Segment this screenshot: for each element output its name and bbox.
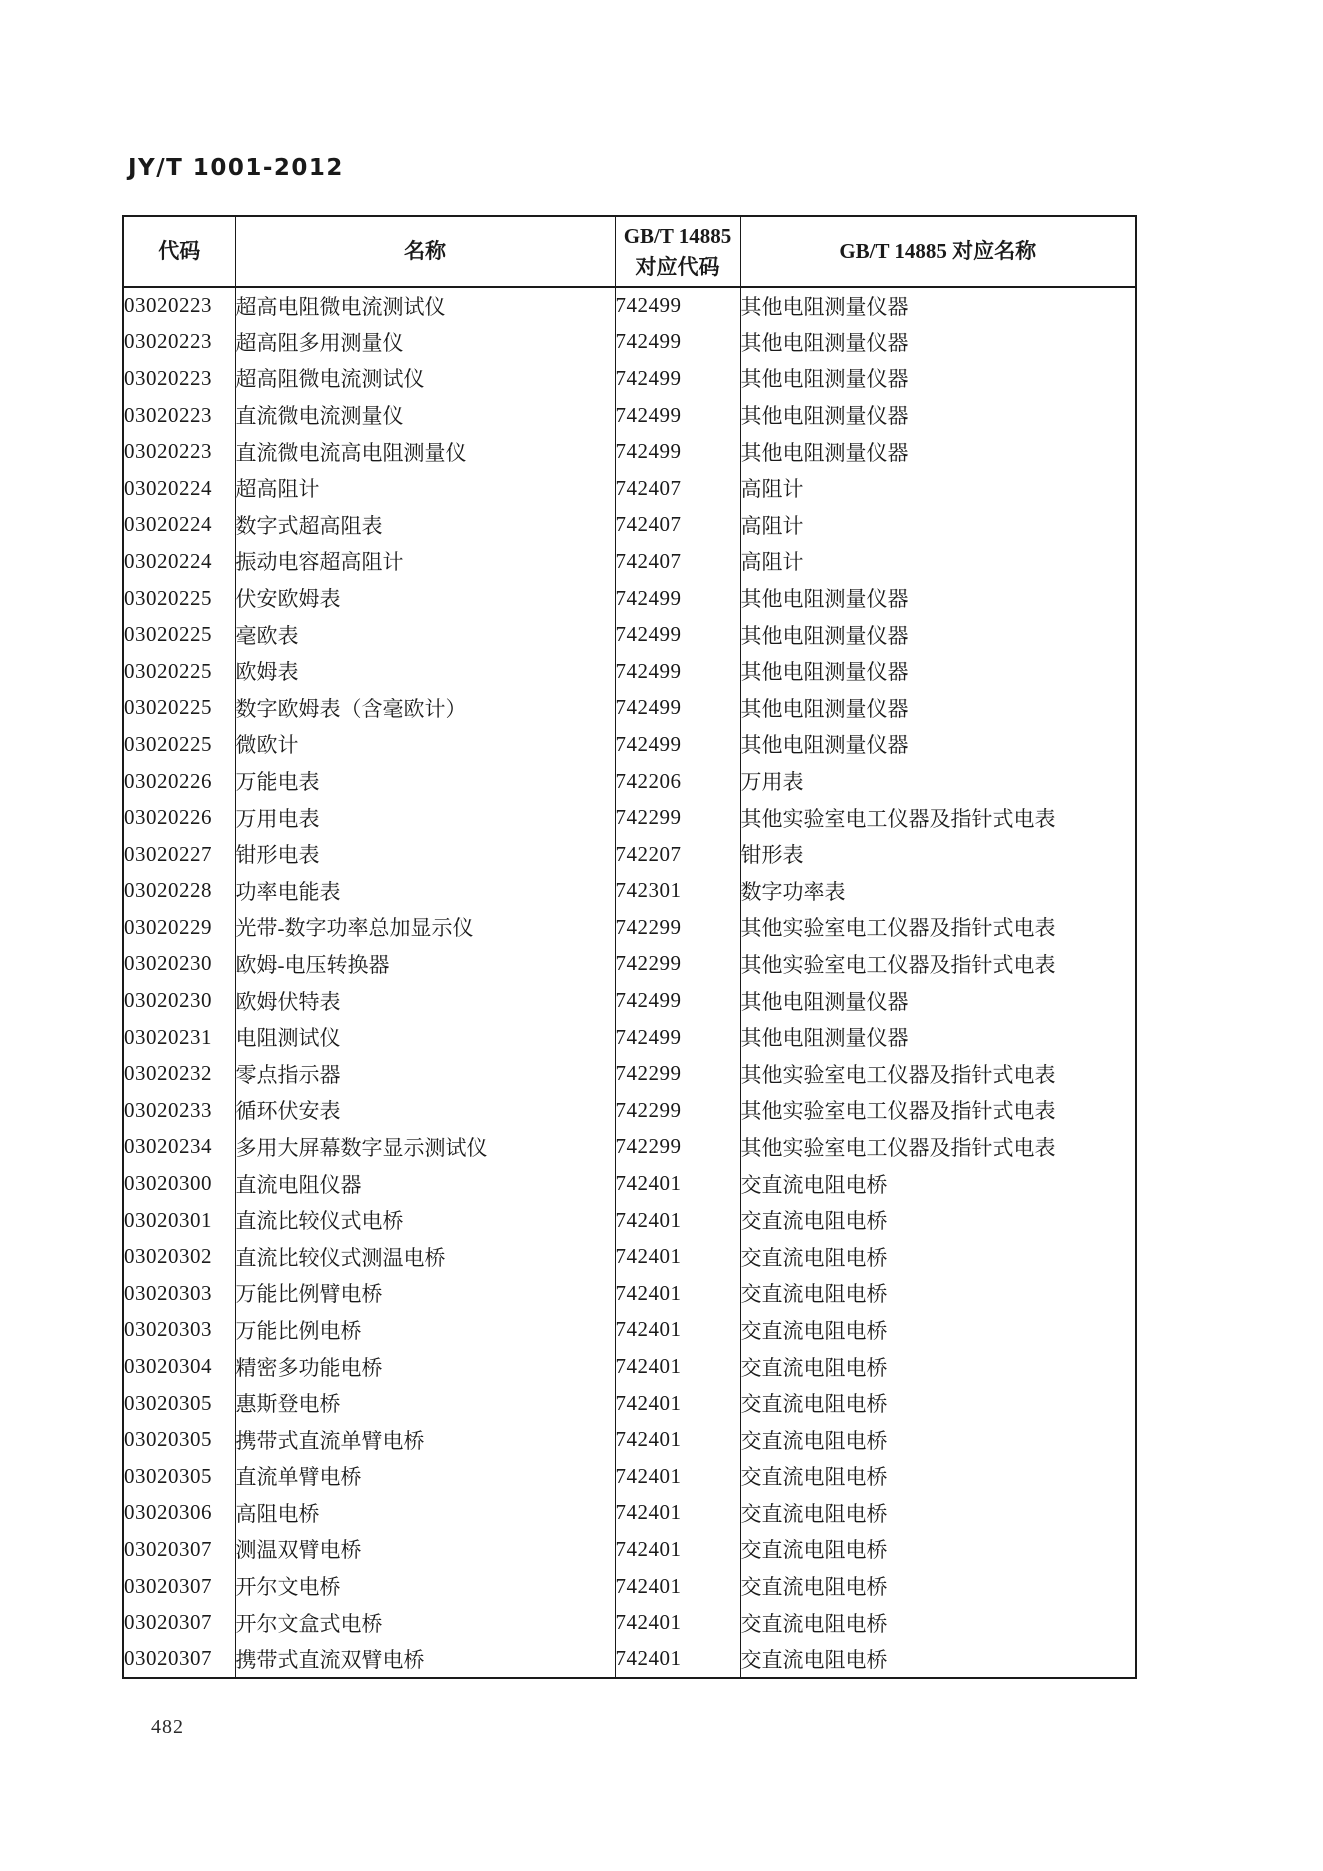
cell-code: 03020229 [124, 914, 212, 939]
cell-name: 开尔文盒式电桥 [235, 1604, 615, 1641]
cell-name: 万能电表 [235, 763, 615, 800]
cell-gbt-code: 742401 [615, 1165, 740, 1202]
table-row [123, 1568, 1136, 1605]
table-row [123, 763, 1136, 800]
table-row [123, 507, 1136, 544]
cell-gbt-code: 742499 [615, 580, 740, 617]
cell-name: 直流微电流高电阻测量仪 [235, 433, 615, 470]
cell-code: 03020301 [124, 1207, 212, 1232]
cell-code: 03020227 [124, 841, 212, 866]
column-header-name: 名称 [235, 216, 615, 287]
table-row [123, 799, 1136, 836]
cell-gbt-name: 交直流电阻电桥 [740, 1348, 1136, 1385]
table-row [123, 1458, 1136, 1495]
cell-gbt-name: 其他电阻测量仪器 [740, 287, 1136, 324]
cell-name: 开尔文电桥 [235, 1568, 615, 1605]
cell-gbt-code: 742299 [615, 1092, 740, 1129]
cell-gbt-name: 其他电阻测量仪器 [740, 616, 1136, 653]
cell-gbt-name: 其他电阻测量仪器 [740, 433, 1136, 470]
cell-code: 03020231 [124, 1024, 212, 1049]
cell-name: 数字式超高阻表 [235, 507, 615, 544]
cell-code: 03020306 [124, 1500, 212, 1525]
cell-gbt-name: 其他电阻测量仪器 [740, 726, 1136, 763]
cell-gbt-name: 交直流电阻电桥 [740, 1568, 1136, 1605]
cell-gbt-code: 742299 [615, 1055, 740, 1092]
cell-gbt-name: 交直流电阻电桥 [740, 1495, 1136, 1532]
cell-gbt-name: 其他电阻测量仪器 [740, 1019, 1136, 1056]
column-header-code: 代码 [123, 216, 235, 287]
cell-name: 光带-数字功率总加显示仪 [235, 909, 615, 946]
table-row [123, 982, 1136, 1019]
cell-code: 03020225 [124, 585, 212, 610]
cell-name: 万能比例臂电桥 [235, 1275, 615, 1312]
table-row [123, 1165, 1136, 1202]
cell-name: 循环伏安表 [235, 1092, 615, 1129]
cell-gbt-name: 其他实验室电工仪器及指针式电表 [740, 946, 1136, 983]
cell-gbt-name: 交直流电阻电桥 [740, 1202, 1136, 1239]
cell-code: 03020305 [124, 1390, 212, 1415]
cell-gbt-name: 钳形表 [740, 836, 1136, 873]
cell-gbt-name: 其他电阻测量仪器 [740, 982, 1136, 1019]
cell-name: 测温双臂电桥 [235, 1531, 615, 1568]
cell-gbt-code: 742401 [615, 1202, 740, 1239]
cell-code: 03020303 [124, 1317, 212, 1342]
table-row [123, 1202, 1136, 1239]
cell-code: 03020224 [124, 475, 212, 500]
table-row [123, 836, 1136, 873]
cell-code: 03020307 [124, 1536, 212, 1561]
cell-code: 03020223 [124, 365, 212, 390]
cell-gbt-code: 742499 [615, 324, 740, 361]
column-header-gbt-code [615, 216, 740, 287]
cell-gbt-name: 万用表 [740, 763, 1136, 800]
table-row [123, 726, 1136, 763]
cell-name: 携带式直流单臂电桥 [235, 1421, 615, 1458]
cell-gbt-name: 高阻计 [740, 543, 1136, 580]
cell-code: 03020307 [124, 1610, 212, 1635]
cell-gbt-name: 交直流电阻电桥 [740, 1312, 1136, 1349]
cell-code: 03020307 [124, 1646, 212, 1671]
cell-code: 03020300 [124, 1171, 212, 1196]
cell-gbt-code: 742407 [615, 470, 740, 507]
table-row [123, 324, 1136, 361]
cell-gbt-name: 其他电阻测量仪器 [740, 690, 1136, 727]
cell-gbt-code: 742401 [615, 1604, 740, 1641]
cell-code: 03020234 [124, 1134, 212, 1159]
cell-gbt-name: 其他实验室电工仪器及指针式电表 [740, 1055, 1136, 1092]
cell-code: 03020307 [124, 1573, 212, 1598]
cell-gbt-code: 742401 [615, 1641, 740, 1678]
cell-code: 03020232 [124, 1061, 212, 1086]
cell-code: 03020303 [124, 1280, 212, 1305]
cell-gbt-code: 742299 [615, 909, 740, 946]
cell-gbt-name: 交直流电阻电桥 [740, 1385, 1136, 1422]
cell-gbt-code: 742299 [615, 1129, 740, 1166]
cell-gbt-code: 742499 [615, 653, 740, 690]
cell-gbt-code: 742301 [615, 873, 740, 910]
cell-code: 03020223 [124, 402, 212, 427]
cell-name: 万用电表 [235, 799, 615, 836]
table-row [123, 1421, 1136, 1458]
cell-code: 03020230 [124, 951, 212, 976]
cell-name: 超高阻微电流测试仪 [235, 360, 615, 397]
cell-gbt-code: 742407 [615, 507, 740, 544]
cell-gbt-code: 742499 [615, 616, 740, 653]
table-row [123, 1019, 1136, 1056]
cell-name: 欧姆伏特表 [235, 982, 615, 1019]
cell-gbt-code: 742401 [615, 1275, 740, 1312]
cell-name: 毫欧表 [235, 616, 615, 653]
cell-gbt-code: 742299 [615, 799, 740, 836]
cell-code: 03020305 [124, 1463, 212, 1488]
cell-name: 超高阻多用测量仪 [235, 324, 615, 361]
cell-code: 03020302 [124, 1244, 212, 1269]
cell-gbt-name: 高阻计 [740, 507, 1136, 544]
cell-name: 万能比例电桥 [235, 1312, 615, 1349]
cell-gbt-code: 742401 [615, 1312, 740, 1349]
document-title: JY/T 1001-2012 [128, 155, 344, 181]
cell-name: 直流比较仪式测温电桥 [235, 1238, 615, 1275]
cell-code: 03020230 [124, 988, 212, 1013]
table-header [123, 216, 1136, 287]
table-row [123, 1129, 1136, 1166]
table-row [123, 1385, 1136, 1422]
cell-gbt-code: 742499 [615, 690, 740, 727]
cell-gbt-name: 其他电阻测量仪器 [740, 360, 1136, 397]
table-row [123, 1348, 1136, 1385]
cell-name: 伏安欧姆表 [235, 580, 615, 617]
table-row [123, 1604, 1136, 1641]
cell-gbt-name: 其他实验室电工仪器及指针式电表 [740, 1129, 1136, 1166]
cell-gbt-code: 742401 [615, 1421, 740, 1458]
cell-gbt-name: 其他电阻测量仪器 [740, 397, 1136, 434]
cell-gbt-name: 其他实验室电工仪器及指针式电表 [740, 909, 1136, 946]
table-row [123, 1055, 1136, 1092]
cell-name: 超高阻计 [235, 470, 615, 507]
cell-name: 直流微电流测量仪 [235, 397, 615, 434]
column-header-gbt-name: GB/T 14885 对应名称 [740, 216, 1136, 287]
cell-code: 03020233 [124, 1097, 212, 1122]
table-row [123, 946, 1136, 983]
cell-code: 03020225 [124, 695, 212, 720]
cell-gbt-code: 742499 [615, 433, 740, 470]
cell-gbt-code: 742499 [615, 1019, 740, 1056]
cell-name: 携带式直流双臂电桥 [235, 1641, 615, 1678]
cell-gbt-name: 其他实验室电工仪器及指针式电表 [740, 1092, 1136, 1129]
cell-gbt-name: 其他电阻测量仪器 [740, 324, 1136, 361]
cell-gbt-name: 其他实验室电工仪器及指针式电表 [740, 799, 1136, 836]
table-row [123, 1641, 1136, 1678]
cell-name: 振动电容超高阻计 [235, 543, 615, 580]
cell-gbt-name: 交直流电阻电桥 [740, 1275, 1136, 1312]
cell-name: 微欧计 [235, 726, 615, 763]
code-mapping-table [122, 215, 1137, 1679]
cell-name: 功率电能表 [235, 873, 615, 910]
cell-name: 数字欧姆表（含毫欧计） [235, 690, 615, 727]
cell-gbt-name: 其他电阻测量仪器 [740, 580, 1136, 617]
cell-gbt-code: 742401 [615, 1385, 740, 1422]
cell-gbt-code: 742299 [615, 946, 740, 983]
cell-gbt-code: 742499 [615, 287, 740, 324]
table-row [123, 690, 1136, 727]
cell-name: 直流单臂电桥 [235, 1458, 615, 1495]
cell-gbt-name: 数字功率表 [740, 873, 1136, 910]
cell-code: 03020224 [124, 512, 212, 537]
cell-name: 直流比较仪式电桥 [235, 1202, 615, 1239]
cell-gbt-code: 742499 [615, 397, 740, 434]
cell-code: 03020223 [124, 293, 212, 318]
cell-name: 高阻电桥 [235, 1495, 615, 1532]
table-row [123, 470, 1136, 507]
table-row [123, 1238, 1136, 1275]
column-header-gbt-code-line1: GB/T 14885 [623, 224, 732, 249]
cell-code: 03020228 [124, 878, 212, 903]
cell-gbt-name: 交直流电阻电桥 [740, 1458, 1136, 1495]
table-row [123, 580, 1136, 617]
cell-gbt-code: 742401 [615, 1495, 740, 1532]
table-row [123, 1312, 1136, 1349]
cell-gbt-code: 742401 [615, 1458, 740, 1495]
cell-code: 03020224 [124, 548, 212, 573]
cell-gbt-name: 交直流电阻电桥 [740, 1238, 1136, 1275]
cell-name: 零点指示器 [235, 1055, 615, 1092]
cell-name: 超高电阻微电流测试仪 [235, 287, 615, 324]
cell-code: 03020226 [124, 768, 212, 793]
cell-name: 直流电阻仪器 [235, 1165, 615, 1202]
table-row [123, 909, 1136, 946]
cell-code: 03020223 [124, 329, 212, 354]
cell-gbt-code: 742401 [615, 1531, 740, 1568]
cell-name: 钳形电表 [235, 836, 615, 873]
cell-gbt-name: 交直流电阻电桥 [740, 1165, 1136, 1202]
table-row [123, 543, 1136, 580]
cell-name: 欧姆-电压转换器 [235, 946, 615, 983]
table-header-row [123, 216, 1136, 287]
cell-name: 精密多功能电桥 [235, 1348, 615, 1385]
cell-gbt-code: 742499 [615, 982, 740, 1019]
cell-code: 03020305 [124, 1427, 212, 1452]
cell-gbt-name: 交直流电阻电桥 [740, 1421, 1136, 1458]
cell-name: 电阻测试仪 [235, 1019, 615, 1056]
cell-gbt-code: 742206 [615, 763, 740, 800]
table-row [123, 1092, 1136, 1129]
table-body [123, 287, 1136, 1678]
cell-code: 03020223 [124, 439, 212, 464]
cell-gbt-name: 交直流电阻电桥 [740, 1531, 1136, 1568]
cell-code: 03020304 [124, 1354, 212, 1379]
cell-code: 03020225 [124, 658, 212, 683]
cell-code: 03020226 [124, 805, 212, 830]
column-header-gbt-code-line2: 对应代码 [635, 254, 720, 279]
cell-code: 03020225 [124, 622, 212, 647]
cell-name: 欧姆表 [235, 653, 615, 690]
table-row [123, 1531, 1136, 1568]
table-row [123, 1495, 1136, 1532]
cell-code: 03020225 [124, 731, 212, 756]
cell-gbt-code: 742401 [615, 1238, 740, 1275]
table-row [123, 433, 1136, 470]
cell-gbt-code: 742207 [615, 836, 740, 873]
cell-gbt-name: 交直流电阻电桥 [740, 1641, 1136, 1678]
page-number: 482 [151, 1716, 184, 1738]
table-row [123, 1275, 1136, 1312]
table-row [123, 360, 1136, 397]
cell-gbt-name: 高阻计 [740, 470, 1136, 507]
table-row [123, 616, 1136, 653]
cell-name: 惠斯登电桥 [235, 1385, 615, 1422]
cell-gbt-name: 其他电阻测量仪器 [740, 653, 1136, 690]
table-row [123, 287, 1136, 324]
cell-gbt-name: 交直流电阻电桥 [740, 1604, 1136, 1641]
cell-gbt-code: 742401 [615, 1348, 740, 1385]
table-row [123, 873, 1136, 910]
table-row [123, 653, 1136, 690]
cell-gbt-code: 742401 [615, 1568, 740, 1605]
cell-gbt-code: 742407 [615, 543, 740, 580]
cell-gbt-code: 742499 [615, 360, 740, 397]
cell-name: 多用大屏幕数字显示测试仪 [235, 1129, 615, 1166]
cell-gbt-code: 742499 [615, 726, 740, 763]
table-row [123, 397, 1136, 434]
